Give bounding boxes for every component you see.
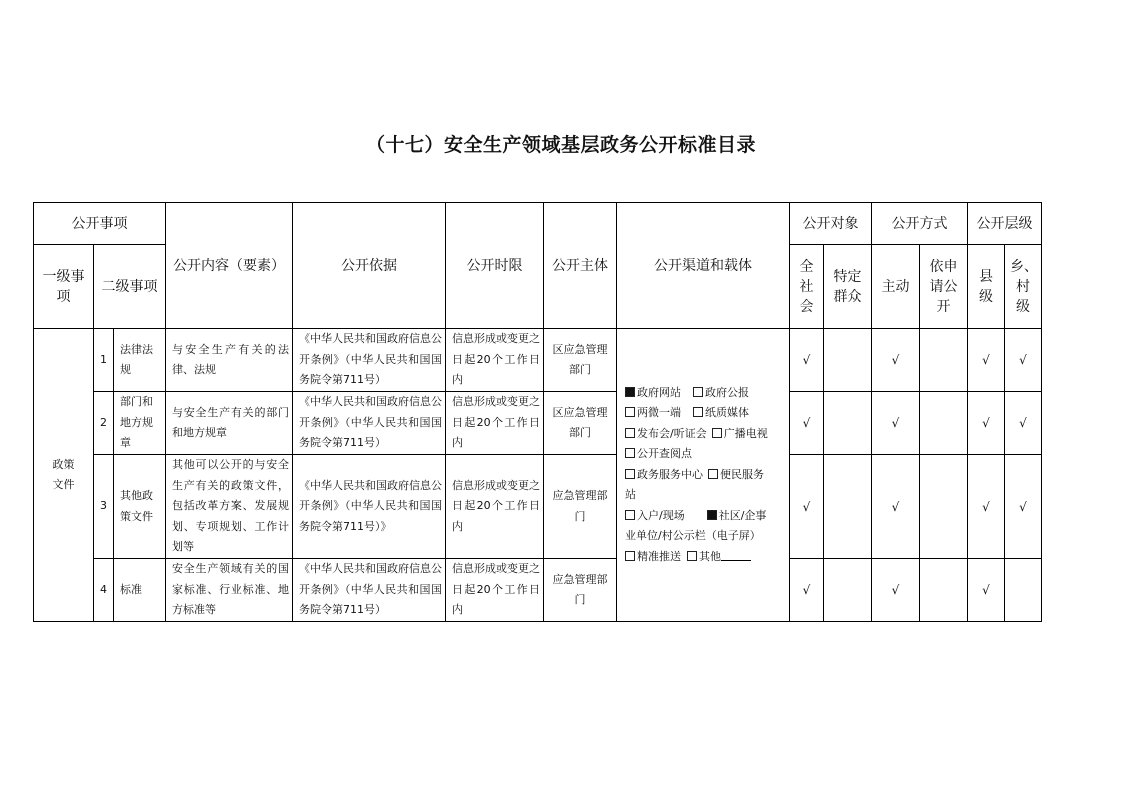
check-on-request bbox=[920, 559, 968, 622]
channel-option: 政府网站 bbox=[637, 385, 681, 399]
check-specific-public bbox=[824, 455, 872, 559]
sub-item: 部门和地方规章 bbox=[114, 392, 166, 455]
header-specific-public: 特定群众 bbox=[824, 245, 872, 329]
subject-cell: 区应急管理部门 bbox=[544, 329, 617, 392]
unchecked-box-icon bbox=[625, 510, 635, 520]
content-cell: 与安全生产有关的法律、法规 bbox=[166, 329, 293, 392]
category-label: 政策文件 bbox=[52, 457, 75, 491]
channel-line bbox=[625, 506, 783, 527]
row-number: 3 bbox=[94, 455, 114, 559]
channel-option: 便民服务 bbox=[720, 467, 764, 481]
channel-option: 其他 bbox=[699, 549, 721, 563]
checked-box-icon bbox=[625, 387, 635, 397]
check-whole-society: √ bbox=[790, 329, 824, 392]
check-county: √ bbox=[968, 559, 1005, 622]
channel-option: 广播电视 bbox=[723, 426, 768, 440]
header-basis: 公开依据 bbox=[293, 203, 446, 329]
check-county: √ bbox=[968, 329, 1005, 392]
unchecked-box-icon bbox=[625, 551, 635, 561]
time-cell: 信息形成或变更之日起20个工作日内 bbox=[446, 329, 544, 392]
channel-line bbox=[625, 424, 783, 445]
check-whole-society: √ bbox=[790, 455, 824, 559]
header-proactive: 主动 bbox=[872, 245, 920, 329]
channel-line bbox=[625, 444, 783, 465]
unchecked-box-icon bbox=[625, 428, 635, 438]
time-cell: 信息形成或变更之日起20个工作日内 bbox=[446, 559, 544, 622]
check-on-request bbox=[920, 392, 968, 455]
channel-line bbox=[625, 465, 783, 486]
check-proactive: √ bbox=[872, 455, 920, 559]
unchecked-box-icon bbox=[625, 448, 635, 458]
table-row bbox=[34, 559, 1042, 622]
channel-line bbox=[625, 485, 783, 506]
check-township-village bbox=[1005, 559, 1042, 622]
content-cell: 与安全生产有关的部门和地方规章 bbox=[166, 392, 293, 455]
header-audience: 公开对象 bbox=[790, 203, 872, 245]
sub-item: 标准 bbox=[114, 559, 166, 622]
check-county: √ bbox=[968, 392, 1005, 455]
channel-option: 公开查阅点 bbox=[637, 447, 692, 461]
sub-item: 其他政策文件 bbox=[114, 455, 166, 559]
time-cell: 信息形成或变更之日起20个工作日内 bbox=[446, 455, 544, 559]
check-whole-society: √ bbox=[790, 392, 824, 455]
header-row-1 bbox=[34, 203, 1042, 245]
unchecked-box-icon bbox=[687, 551, 697, 561]
channel-option: 纸质媒体 bbox=[705, 406, 749, 420]
channel-option-cont: 站 bbox=[625, 488, 636, 502]
channel-option: 社区/企事 bbox=[718, 508, 767, 522]
header-on-request: 依申请公开 bbox=[920, 245, 968, 329]
channel-line bbox=[625, 547, 783, 568]
subject-cell: 应急管理部门 bbox=[544, 455, 617, 559]
unchecked-box-icon bbox=[625, 469, 635, 479]
basis-cell: 《中华人民共和国政府信息公开条例》（中华人民共和国国务院令第711号）》 bbox=[293, 455, 446, 559]
basis-cell: 《中华人民共和国政府信息公开条例》（中华人民共和国国务院令第711号） bbox=[293, 392, 446, 455]
subject-cell: 应急管理部门 bbox=[544, 559, 617, 622]
header-content: 公开内容（要素） bbox=[166, 203, 293, 329]
blank-line bbox=[721, 550, 751, 561]
check-on-request bbox=[920, 329, 968, 392]
channel-option: 精准推送 bbox=[637, 549, 681, 563]
category-cell bbox=[34, 329, 94, 622]
unchecked-box-icon bbox=[708, 469, 718, 479]
table-row bbox=[34, 329, 1042, 392]
checked-box-icon bbox=[707, 510, 717, 520]
row-number: 1 bbox=[94, 329, 114, 392]
check-proactive: √ bbox=[872, 329, 920, 392]
check-whole-society: √ bbox=[790, 559, 824, 622]
header-whole-society: 全社会 bbox=[790, 245, 824, 329]
header-level: 公开层级 bbox=[968, 203, 1042, 245]
header-subject: 公开主体 bbox=[544, 203, 617, 329]
page-title: （十七）安全生产领域基层政务公开标准目录 bbox=[365, 134, 756, 156]
unchecked-box-icon bbox=[625, 407, 635, 417]
channel-option: 两微一端 bbox=[637, 406, 681, 420]
unchecked-box-icon bbox=[712, 428, 722, 438]
header-level-one: 一级事项 bbox=[34, 245, 94, 329]
row-number: 2 bbox=[94, 392, 114, 455]
content-cell: 其他可以公开的与安全生产有关的政策文件，包括改革方案、发展规划、专项规划、工作计划等 bbox=[166, 455, 293, 559]
header-channels: 公开渠道和载体 bbox=[617, 203, 790, 329]
channel-line bbox=[625, 383, 783, 404]
header-level-two: 二级事项 bbox=[94, 245, 166, 329]
unchecked-box-icon bbox=[693, 387, 703, 397]
basis-cell: 《中华人民共和国政府信息公开条例》（中华人民共和国国务院令第711号） bbox=[293, 329, 446, 392]
check-proactive: √ bbox=[872, 559, 920, 622]
check-county: √ bbox=[968, 455, 1005, 559]
header-township-village: 乡、村级 bbox=[1005, 245, 1042, 329]
channels-cell bbox=[617, 329, 790, 622]
basis-cell: 《中华人民共和国政府信息公开条例》（中华人民共和国国务院令第711号） bbox=[293, 559, 446, 622]
channel-option: 政务服务中心 bbox=[637, 467, 703, 481]
check-township-village: √ bbox=[1005, 329, 1042, 392]
table-row bbox=[34, 392, 1042, 455]
channel-option-cont: 业单位/村公示栏（电子屏） bbox=[625, 529, 761, 543]
channel-option: 政府公报 bbox=[705, 385, 749, 399]
header-county: 县级 bbox=[968, 245, 1005, 329]
subject-cell: 区应急管理部门 bbox=[544, 392, 617, 455]
check-specific-public bbox=[824, 329, 872, 392]
channel-option: 入户/现场 bbox=[637, 508, 685, 522]
header-time-limit: 公开时限 bbox=[446, 203, 544, 329]
disclosure-catalog-table bbox=[33, 202, 1042, 622]
check-proactive: √ bbox=[872, 392, 920, 455]
check-specific-public bbox=[824, 392, 872, 455]
channel-line bbox=[625, 526, 783, 547]
time-cell: 信息形成或变更之日起20个工作日内 bbox=[446, 392, 544, 455]
unchecked-box-icon bbox=[693, 407, 703, 417]
content-cell: 安全生产领域有关的国家标准、行业标准、地方标准等 bbox=[166, 559, 293, 622]
channel-line bbox=[625, 403, 783, 424]
check-township-village: √ bbox=[1005, 455, 1042, 559]
check-township-village: √ bbox=[1005, 392, 1042, 455]
header-method: 公开方式 bbox=[872, 203, 968, 245]
channel-option: 发布会/听证会 bbox=[637, 426, 707, 440]
check-specific-public bbox=[824, 559, 872, 622]
sub-item: 法律法规 bbox=[114, 329, 166, 392]
table-row bbox=[34, 455, 1042, 559]
header-gongkai-shixiang: 公开事项 bbox=[34, 203, 166, 245]
check-on-request bbox=[920, 455, 968, 559]
row-number: 4 bbox=[94, 559, 114, 622]
